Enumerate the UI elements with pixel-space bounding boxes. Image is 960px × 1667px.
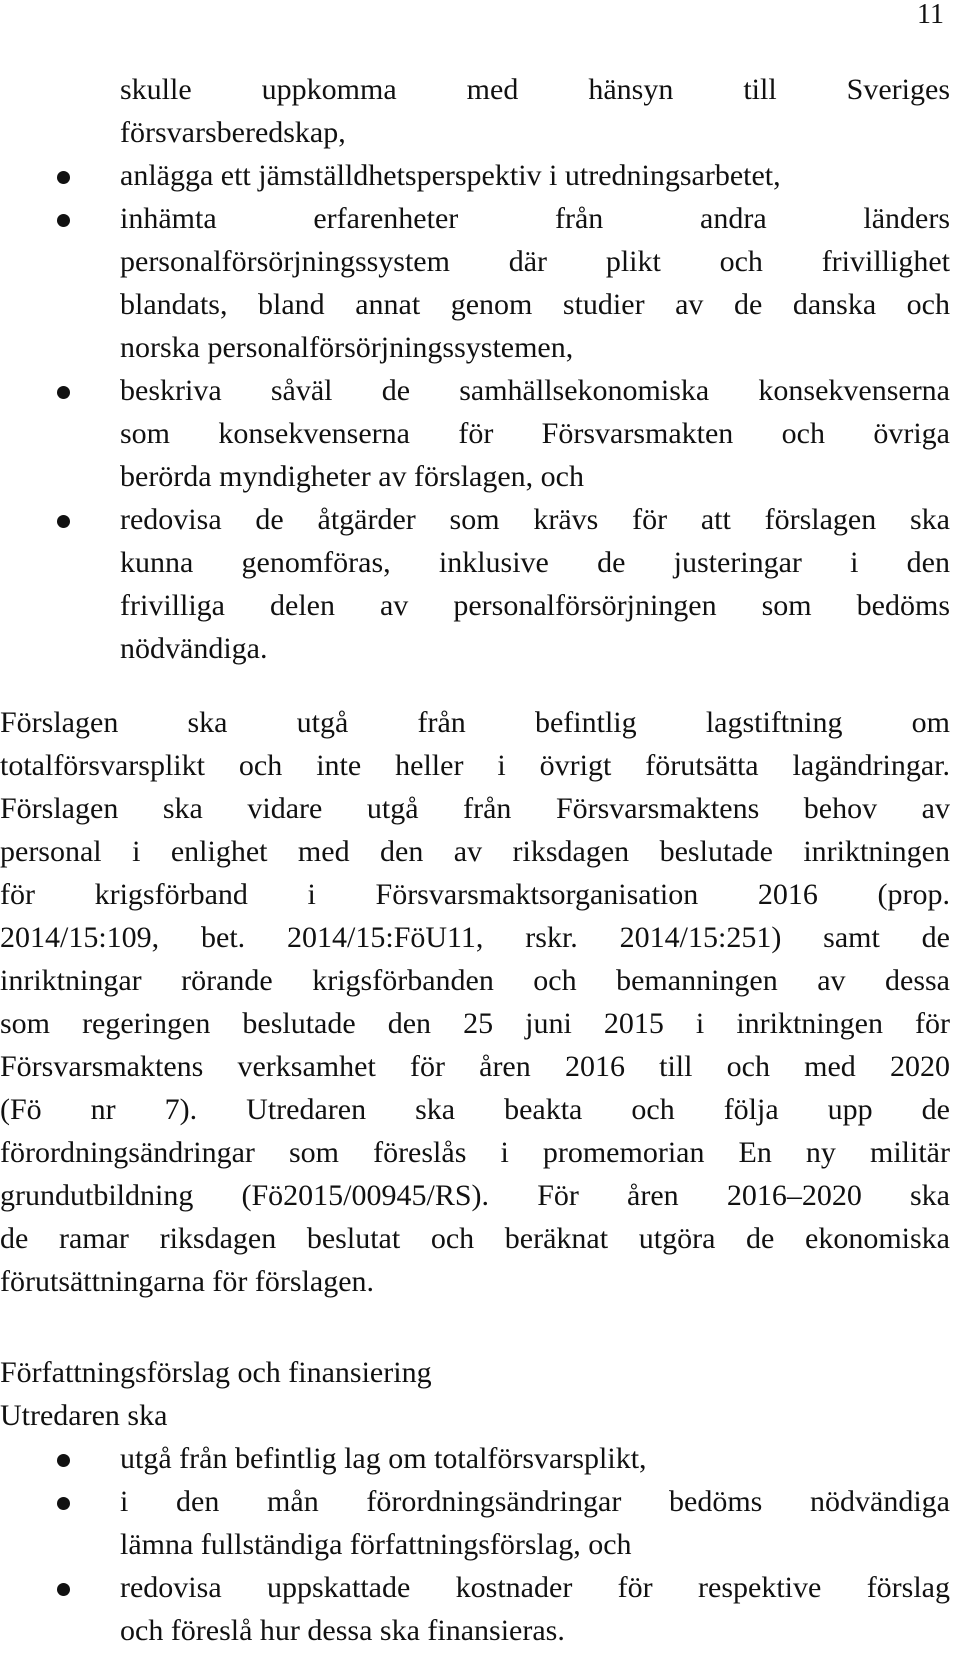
list-line-text: personalförsörjningssystem där plikt och frivillighet [120, 245, 950, 278]
body-paragraph [0, 701, 950, 1303]
list-line-text: utgå från befintlig lag om totalförsvarsplikt, [120, 1442, 647, 1475]
paragraph-line [0, 1002, 950, 1045]
bullet-icon [57, 1454, 70, 1467]
bullet-icon [57, 386, 70, 399]
paragraph-line-text: förordningsändringar som föreslås i promemorian En ny militär [0, 1136, 950, 1169]
section-intro [0, 1394, 950, 1437]
paragraph-line-text: 2014/15:109, bet. 2014/15:FöU11, rskr. 2014/15:251) samt de [0, 921, 950, 954]
document-page [0, 68, 950, 1652]
paragraph-line [0, 1174, 950, 1217]
list-line-text: skulle uppkomma med hänsyn till Sveriges [120, 73, 950, 106]
list-line [0, 154, 950, 197]
list-line [0, 111, 950, 154]
paragraph-line [0, 830, 950, 873]
list-line-text: i den mån förordningsändringar bedöms nödvändiga [120, 1485, 950, 1518]
list-line [0, 1609, 950, 1652]
paragraph-line [0, 787, 950, 830]
list-line [0, 197, 950, 240]
list-line [0, 455, 950, 498]
paragraph-line [0, 744, 950, 787]
list-line [0, 1523, 950, 1566]
paragraph-line-text: de ramar riksdagen beslutat och beräknat utgöra de ekonomiska [0, 1222, 950, 1255]
list-line [0, 283, 950, 326]
list-line-text: berörda myndigheter av förslagen, och [120, 460, 584, 493]
list-line-text: anlägga ett jämställdhetsperspektiv i utredningsarbetet, [120, 159, 781, 192]
paragraph-line-text: som regeringen beslutade den 25 juni 2015 i inriktningen för [0, 1007, 950, 1040]
list-line-text: och föreslå hur dessa ska finansieras. [120, 1614, 565, 1647]
paragraph-line [0, 873, 950, 916]
paragraph-line [0, 701, 950, 744]
list-line [0, 1566, 950, 1609]
list-line-text: försvarsberedskap, [120, 116, 346, 149]
list-line-text: redovisa uppskattade kostnader för respektive förslag [120, 1571, 950, 1604]
paragraph-line-text: totalförsvarsplikt och inte heller i övrigt förutsätta lagändringar. [0, 749, 950, 782]
section-heading [0, 1351, 950, 1394]
list-line [0, 326, 950, 369]
paragraph-line [0, 1260, 950, 1303]
paragraph-line-text: Förslagen ska vidare utgå från Försvarsmaktens behov av [0, 792, 950, 825]
paragraph-line [0, 1217, 950, 1260]
bullet-list-2 [0, 1437, 950, 1652]
section-heading-text: Författningsförslag och finansiering [0, 1356, 432, 1389]
list-line-text: frivilliga delen av personalförsörjningen som bedöms [120, 589, 950, 622]
list-line-text: blandats, bland annat genom studier av de danska och [120, 288, 950, 321]
paragraph-line [0, 1088, 950, 1131]
list-line [0, 541, 950, 584]
list-line [0, 498, 950, 541]
page-number: 11 [917, 0, 944, 30]
paragraph-line [0, 959, 950, 1002]
bullet-icon [57, 171, 70, 184]
paragraph-line-text: personal i enlighet med den av riksdagen beslutade inriktningen [0, 835, 950, 868]
list-line-text: beskriva såväl de samhällsekonomiska konsekvenserna [120, 374, 950, 407]
list-line [0, 627, 950, 670]
paragraph-line-text: (Fö nr 7). Utredaren ska beakta och följa upp de [0, 1093, 950, 1126]
list-line [0, 412, 950, 455]
paragraph-line-text: Förslagen ska utgå från befintlig lagstiftning om [0, 706, 950, 739]
paragraph-line-text: Försvarsmaktens verksamhet för åren 2016 till och med 2020 [0, 1050, 950, 1083]
bullet-list-1 [0, 68, 950, 670]
list-line-text: kunna genomföras, inklusive de justeringar i den [120, 546, 950, 579]
section-intro-text: Utredaren ska [0, 1399, 168, 1432]
bullet-icon [57, 1497, 70, 1510]
list-line [0, 584, 950, 627]
list-line-text: redovisa de åtgärder som krävs för att förslagen ska [120, 503, 950, 536]
list-line-text: norska personalförsörjningssystemen, [120, 331, 574, 364]
list-line-text: lämna fullständiga författningsförslag, och [120, 1528, 632, 1561]
paragraph-line [0, 1131, 950, 1174]
list-line [0, 369, 950, 412]
spacer [0, 1303, 950, 1351]
paragraph-line [0, 916, 950, 959]
spacer [0, 670, 950, 701]
paragraph-line-text: inriktningar rörande krigsförbanden och bemanningen av dessa [0, 964, 950, 997]
bullet-icon [57, 1583, 70, 1596]
paragraph-line-text: för krigsförband i Försvarsmaktsorganisation 2016 (prop. [0, 878, 950, 911]
paragraph-line-text: förutsättningarna för förslagen. [0, 1265, 375, 1298]
list-line [0, 68, 950, 111]
paragraph-line-text: grundutbildning (Fö2015/00945/RS). För åren 2016–2020 ska [0, 1179, 950, 1212]
list-line [0, 1480, 950, 1523]
list-line [0, 240, 950, 283]
list-line-text: inhämta erfarenheter från andra länders [120, 202, 950, 235]
paragraph-line [0, 1045, 950, 1088]
bullet-icon [57, 515, 70, 528]
list-line-text: nödvändiga. [120, 632, 268, 665]
list-line [0, 1437, 950, 1480]
bullet-icon [57, 214, 70, 227]
list-line-text: som konsekvenserna för Försvarsmakten och övriga [120, 417, 950, 450]
